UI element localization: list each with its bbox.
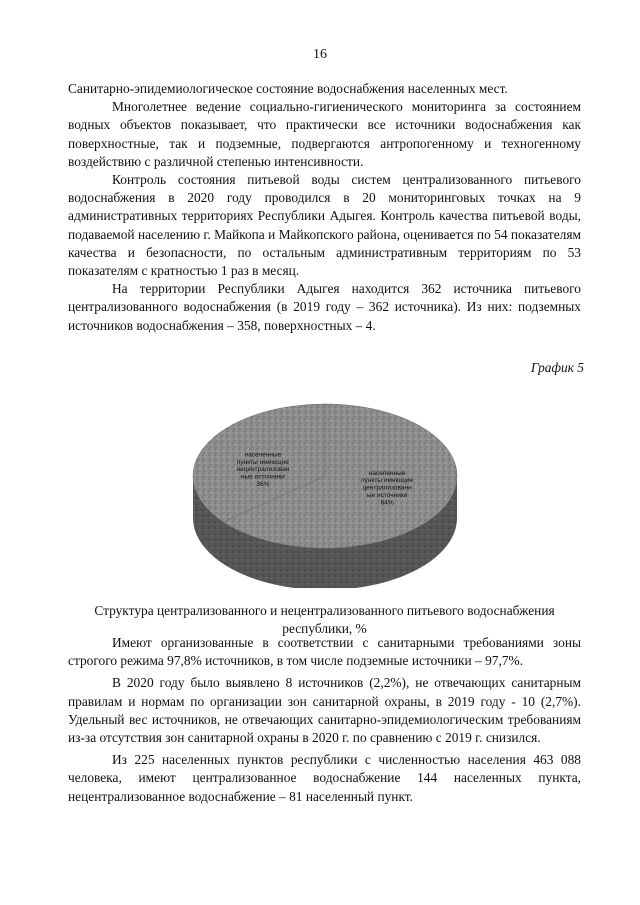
paragraph-violations: В 2020 году было выявлено 8 источников (2,2%), не отвечающих санитарным правилам и нормам по организации зон санитарной охраны, в 2019 году - 10 (2,7%). Удельный вес источников, не отвечающих санитарно-эпидемиологическим требованиям из-за отсутствия зон санитарной охраны в 2020 г. по сравнению с 2019 г. снизился.	[68, 675, 581, 746]
chart-caption: Структура централизованного и нецентрализованного питьевого водоснабжения республики, %	[94, 603, 555, 637]
pie-slice-label-line: ные источники	[240, 473, 285, 481]
paragraph-monitoring: Многолетнее ведение социально-гигиенического мониторинга за состоянием водных объектов показывает, что практически все источники водоснабжения как поверхностные, так и подземные, подвергаются антропогенному и техногенному воздействию с различной степенью интенсивности.	[68, 99, 581, 169]
pie-slice-label-line: населенные	[368, 469, 406, 477]
pie-slice-label-line: пункты имеющие	[236, 458, 289, 466]
pie-slice-label-line: 64%	[380, 499, 394, 507]
paragraph-sanitary-zones: Имеют организованные в соответствии с санитарными требованиями зоны строгого режима 97,8% источников, в том числе подземные источники – 97,7%.	[68, 635, 581, 669]
graph-label: График 5	[530, 360, 584, 375]
pie-slice-label-line: ые источники	[366, 491, 408, 499]
pie-slice-label-line: населенные	[244, 451, 282, 459]
page-number: 16	[313, 47, 327, 62]
paragraph-sources: На территории Республики Адыгея находится 362 источника питьевого централизованного водоснабжения (в 2019 году – 362 источника). Из них: подземных источников водоснабжения – 358, поверхностных – 4.	[68, 281, 581, 333]
pie-slices-group	[193, 404, 457, 588]
pie-chart	[190, 388, 460, 588]
paragraph-settlements: Из 225 населенных пунктов республики с численностью населения 463 088 человека, имеют централизованное водоснабжение 144 населенных пункта, нецентрализованное водоснабжение – 81 населенный пункт.	[68, 752, 581, 804]
pie-slice-label-line: 36%	[256, 481, 270, 489]
pie-slice-label-line: централизованн	[362, 484, 412, 492]
bottom-text-block	[68, 634, 581, 806]
pie-slice-label-line: нецентрализован	[236, 466, 290, 474]
section-heading: Санитарно-эпидемиологическое состояние водоснабжения населенных мест.	[68, 81, 508, 96]
paragraph-control: Контроль состояния питьевой воды систем централизованного питьевого водоснабжения в 2020 году проводился в 20 мониторинговых точках на 9 административных территориях Республики Адыгея. Контроль качества питьевой воды, подаваемой населению г. Майкопа и Майкопского района, оценивается по 54 показателям качества и безопасности, по остальным административным территориям по 53 показателям с кратностью 1 раз в месяц.	[68, 172, 581, 279]
top-text-block	[68, 80, 581, 335]
pie-slice-label-line: пункты имеющие	[361, 477, 414, 485]
